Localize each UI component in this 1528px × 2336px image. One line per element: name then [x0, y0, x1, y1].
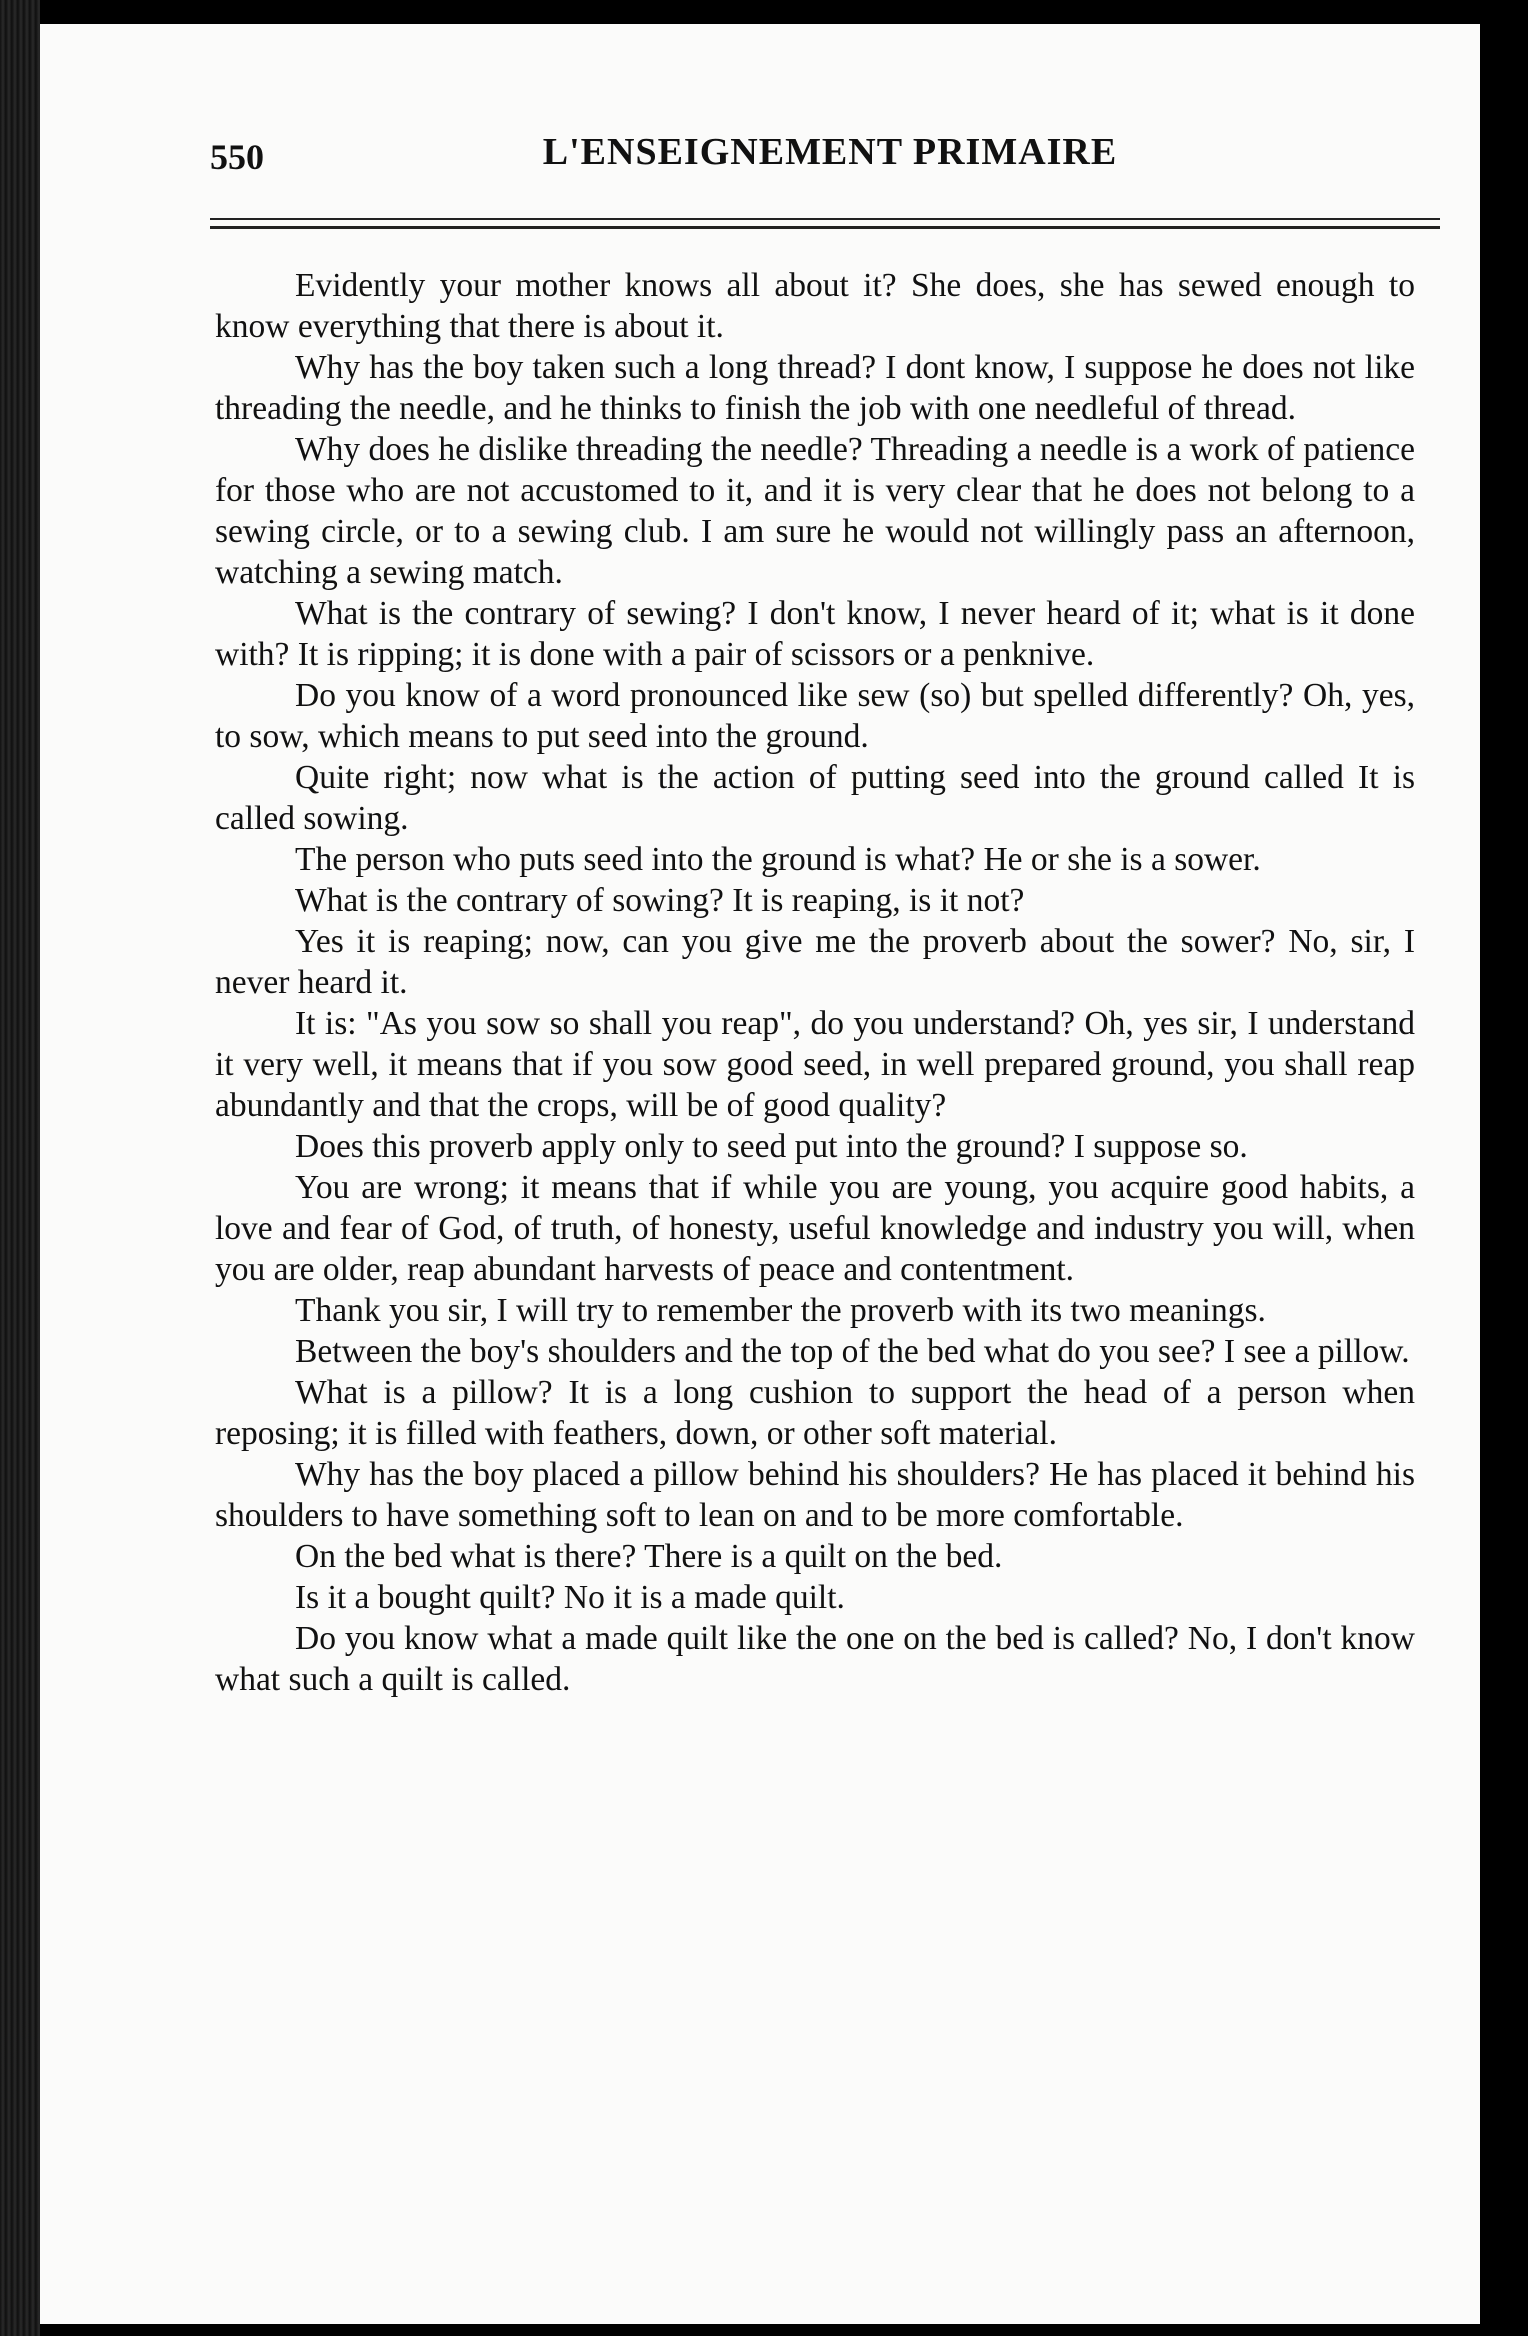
body-text: [215, 265, 1415, 1700]
paragraph: It is: "As you sow so shall you reap", do you understand? Oh, yes sir, I understand it very well, it means that if you sow good seed, in well prepared ground, you shall reap abundantly and that the crops, will be of good quality?: [215, 1005, 1415, 1124]
paragraph: On the bed what is there? There is a quilt on the bed.: [295, 1538, 1003, 1575]
paragraph: Why does he dislike threading the needle? Threading a needle is a work of patience for those who are not accustomed to it, and it is very clear that he does not belong to a sewing circle, or to a sewing club. I am sure he would not willingly pass an afternoon, watching a sewing match.: [215, 431, 1415, 591]
paragraph: Is it a bought quilt? No it is a made quilt.: [295, 1579, 845, 1616]
paragraph: Do you know what a made quilt like the one on the bed is called? No, I don't know what such a quilt is called.: [215, 1620, 1415, 1698]
page-header: [210, 130, 1450, 190]
header-rule-top: [210, 218, 1440, 220]
paragraph: Thank you sir, I will try to remember the proverb with its two meanings.: [295, 1292, 1266, 1329]
running-title: L'ENSEIGNEMENT PRIMAIRE: [542, 131, 1118, 173]
paragraph: What is the contrary of sowing? It is reaping, is it not?: [295, 882, 1025, 919]
paragraph: Does this proverb apply only to seed put into the ground? I suppose so.: [295, 1128, 1248, 1165]
paragraph: The person who puts seed into the ground is what? He or she is a sower.: [295, 841, 1261, 878]
book-spine: [0, 0, 40, 2336]
paragraph: You are wrong; it means that if while you are young, you acquire good habits, a love and fear of God, of truth, of honesty, useful knowledge and industry you will, when you are older, reap abundant harvests of peace and contentment.: [215, 1169, 1415, 1288]
paragraph: Quite right; now what is the action of putting seed into the ground called It is called sowing.: [215, 759, 1415, 837]
paragraph: Yes it is reaping; now, can you give me the proverb about the sower? No, sir, I never heard it.: [215, 923, 1415, 1001]
paragraph: Evidently your mother knows all about it? She does, she has sewed enough to know everything that there is about it.: [215, 267, 1415, 345]
paragraph: Do you know of a word pronounced like sew (so) but spelled differently? Oh, yes, to sow, which means to put seed into the ground.: [215, 677, 1415, 755]
paragraph: Why has the boy taken such a long thread? I dont know, I suppose he does not like threading the needle, and he thinks to finish the job with one needleful of thread.: [215, 349, 1415, 427]
page-number: 550: [210, 137, 264, 177]
paragraph: Why has the boy placed a pillow behind his shoulders? He has placed it behind his shoulders to have something soft to lean on and to be more comfortable.: [215, 1456, 1415, 1534]
paragraph: What is a pillow? It is a long cushion to support the head of a person when reposing; it is filled with feathers, down, or other soft material.: [215, 1374, 1415, 1452]
page-edge: [1480, 0, 1528, 2336]
header-rule-bottom: [210, 226, 1440, 229]
paragraph: Between the boy's shoulders and the top of the bed what do you see? I see a pillow.: [295, 1333, 1410, 1370]
paragraph: What is the contrary of sewing? I don't know, I never heard of it; what is it done with? It is ripping; it is done with a pair of scissors or a penknive.: [215, 595, 1415, 673]
